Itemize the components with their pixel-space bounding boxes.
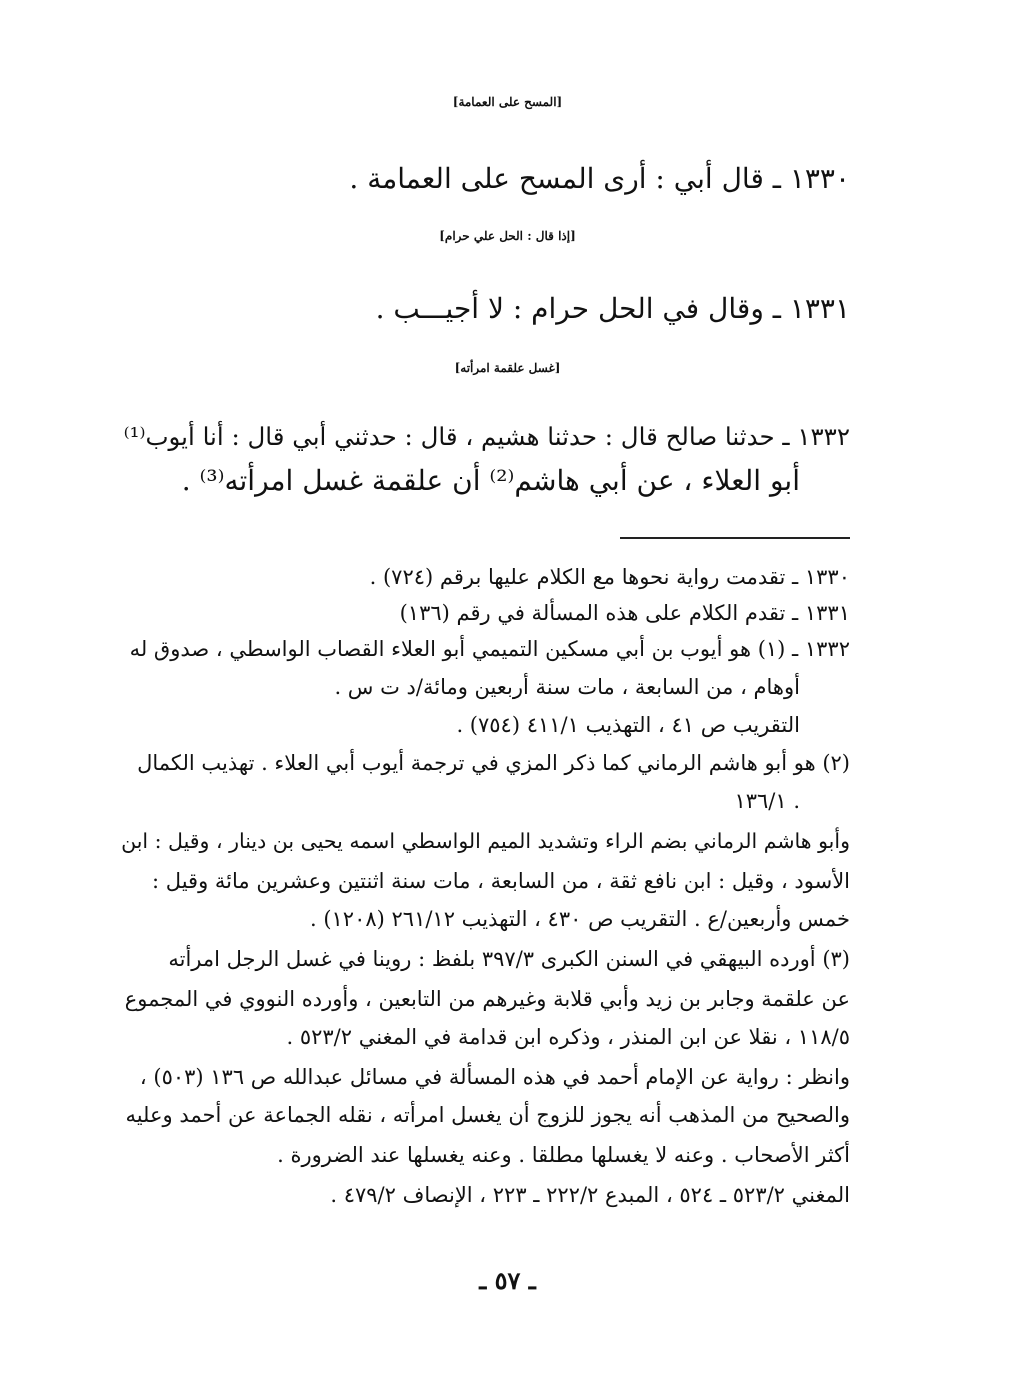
- footnote-line: خمس وأربعين/ع . التقريب ص ٤٣٠ ، التهذيب ٢٦١/١٢ (١٢٠٨) .: [309, 907, 850, 931]
- footnote-line: . ١٣٦/١: [734, 789, 800, 813]
- entry-1332-line-1: ١٣٣٢ ـ حدثنا صالح قال : حدثنا هشيم ، قال : حدثني أبي قال : أنا أيوب⁽¹⁾: [123, 422, 850, 451]
- footnote-line: ١١٨/٥ ، نقلا عن ابن المنذر ، وذكره ابن قدامة في المغني ٥٢٣/٢ .: [286, 1025, 850, 1049]
- heading-halal-haram: [إذا قال : الحل علي حرام]: [439, 229, 576, 243]
- entry-1330: ١٣٣٠ ـ قال أبي : أرى المسح على العمامة .: [349, 162, 850, 195]
- footnote-line: (٣) أورده البيهقي في السنن الكبرى ٣٩٧/٣ بلفظ : روينا في غسل الرجل امرأته: [168, 947, 850, 971]
- footnote-line: ١٣٣١ ـ تقدم الكلام على هذه المسألة في رقم (١٣٦): [399, 601, 850, 625]
- footnote-line: وأبو هاشم الرماني بضم الراء وتشديد الميم الواسطي اسمه يحيى بن دينار ، وقيل : ابن: [121, 829, 850, 853]
- footnote-line: ١٣٣٢ ـ (١) هو أيوب بن أبي مسكين التميمي أبو العلاء القصاب الواسطي ، صدوق له: [129, 637, 850, 661]
- entry-1331: ١٣٣١ ـ وقال في الحل حرام : لا أجيـــب .: [375, 292, 850, 325]
- footnote-line: والصحيح من المذهب أنه يجوز للزوج أن يغسل امرأته ، نقله الجماعة عن أحمد وعليه: [125, 1103, 850, 1127]
- page-number: ـ ٥٧ ـ: [479, 1266, 536, 1295]
- footnote-line: أكثر الأصحاب . وعنه لا يغسلها مطلقا . وعنه يغسلها عند الضرورة .: [277, 1143, 850, 1167]
- footnote-line: (٢) هو أبو هاشم الرماني كما ذكر المزي في ترجمة أيوب أبي العلاء . تهذيب الكمال: [137, 751, 850, 775]
- footnote-line: عن علقمة وجابر بن زيد وأبي قلابة وغيرهم من التابعين ، وأورده النووي في المجموع: [124, 987, 850, 1011]
- heading-wiping-turban: [المسح على العمامة]: [452, 95, 563, 109]
- footnote-line: التقريب ص ٤١ ، التهذيب ٤١١/١ (٧٥٤) .: [456, 713, 800, 737]
- footnote-line: ١٣٣٠ ـ تقدمت رواية نحوها مع الكلام عليها برقم (٧٢٤) .: [369, 565, 850, 589]
- footnote-line: الأسود ، وقيل : ابن نافع ثقة ، من السابعة ، مات سنة اثنتين وعشرين مائة وقيل :: [152, 869, 850, 893]
- footnote-line: المغني ٥٢٣/٢ ـ ٥٢٤ ، المبدع ٢٢٢/٢ ـ ٢٢٣ ، الإنصاف ٤٧٩/٢ .: [330, 1183, 850, 1207]
- footnote-divider: [620, 537, 850, 539]
- entry-1332-line-2: أبو العلاء ، عن أبي هاشم⁽²⁾ أن علقمة غسل امرأته⁽³⁾ .: [181, 464, 800, 497]
- heading-alqama-washing: [غسل علقمة امرأته]: [454, 361, 561, 375]
- footnote-line: وانظر : رواية عن الإمام أحمد في هذه المسألة في مسائل عبدالله ص ١٣٦ (٥٠٣) ،: [139, 1065, 850, 1089]
- footnote-line: أوهام ، من السابعة ، مات سنة أربعين ومائة/د ت س .: [334, 675, 800, 699]
